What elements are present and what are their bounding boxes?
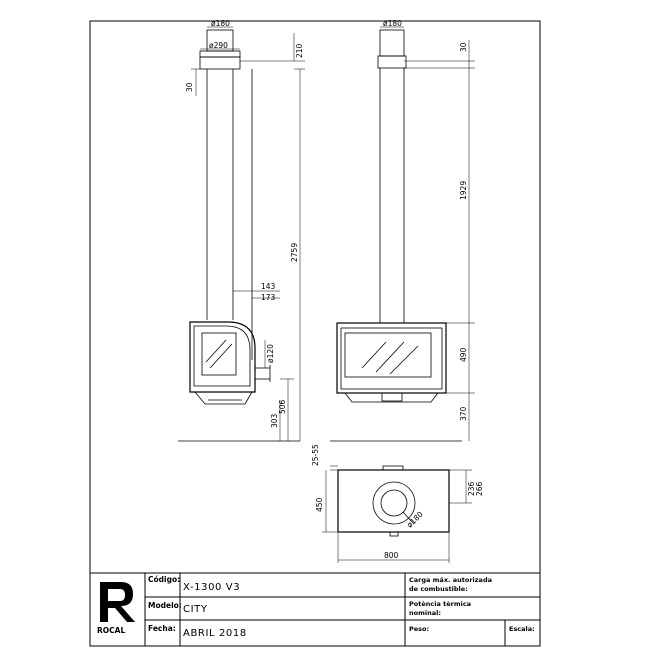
codigo-label: Código: — [148, 575, 181, 584]
potencia-label-line1: Potència tèrmica — [409, 600, 472, 608]
front-top-offset: 30 — [459, 42, 468, 52]
modelo-value: CITY — [183, 604, 208, 615]
potencia-label-line2: nominal: — [409, 609, 441, 617]
escala-label: Escala: — [509, 625, 535, 633]
side-outlet-height: 506 — [278, 399, 287, 414]
codigo-value: X-1300 V3 — [183, 582, 241, 593]
modelo-label: Modelo: — [148, 601, 182, 610]
side-dimension-lines — [191, 27, 305, 441]
plan-view — [338, 466, 449, 536]
side-collar-height: 30 — [185, 82, 194, 92]
plan-offset-b: 266 — [475, 481, 484, 496]
side-offset-b: 173 — [261, 293, 276, 302]
side-base-height: 303 — [270, 413, 279, 428]
front-flue-diameter: ø180 — [383, 19, 402, 28]
front-view — [330, 30, 462, 441]
side-flue-diameter: ø180 — [211, 19, 230, 28]
fecha-label: Fecha: — [148, 624, 176, 633]
peso-label: Peso: — [409, 625, 430, 633]
side-total-height: 2759 — [290, 242, 299, 262]
fecha-value: ABRIL 2018 — [183, 628, 247, 639]
front-dimension-lines — [380, 27, 475, 441]
plan-width: 800 — [384, 551, 399, 560]
plan-offset-a: 236 — [467, 481, 476, 496]
side-top-offset: 210 — [295, 43, 304, 58]
side-outlet-diameter: ø120 — [266, 344, 275, 363]
logo-text: ROCAL — [97, 626, 126, 635]
front-base-height: 370 — [459, 406, 468, 421]
carga-label-line1: Carga máx. autorizada — [409, 576, 492, 584]
plan-flue-diameter: ø180 — [405, 509, 425, 530]
side-collar-diameter: ø290 — [209, 41, 228, 50]
plan-clearance: 25-55 — [311, 444, 320, 466]
plan-depth: 450 — [315, 497, 324, 512]
sheet-frame — [90, 21, 540, 646]
front-flue-length: 1929 — [459, 180, 468, 200]
side-view — [178, 30, 300, 441]
rocal-logo — [97, 582, 135, 635]
carga-label-line2: de combustible: — [409, 585, 468, 593]
side-offset-a: 143 — [261, 282, 276, 291]
front-body-height: 490 — [459, 347, 468, 362]
